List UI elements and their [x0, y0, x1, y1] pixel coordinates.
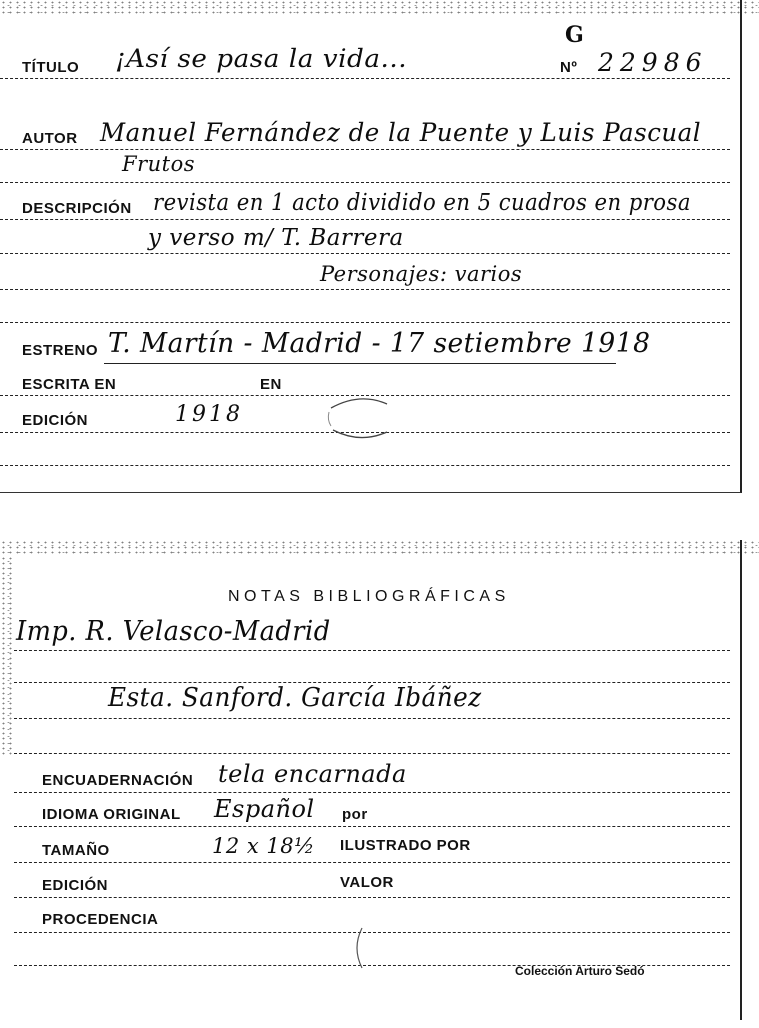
- dotted-rule: [0, 219, 730, 220]
- value-encuadernacion: tela encarnada: [218, 760, 407, 788]
- value-descripcion-line2: y verso m/ T. Barrera: [148, 225, 404, 251]
- dotted-rule: [0, 253, 730, 254]
- catalog-card-bottom: [0, 540, 742, 1020]
- value-titulo: ¡Así se pasa la vida...: [115, 44, 408, 73]
- label-autor: AUTOR: [22, 130, 78, 147]
- dotted-rule: [14, 862, 730, 863]
- label-tamano: TAMAÑO: [42, 842, 110, 859]
- underline: [104, 363, 616, 364]
- dotted-rule: [0, 182, 730, 183]
- dotted-rule: [0, 78, 730, 79]
- label-numero: Nº: [560, 59, 578, 76]
- punch-hole-mark: [348, 926, 368, 970]
- note-line-1: Imp. R. Velasco-Madrid: [16, 616, 331, 647]
- value-descripcion-line1: revista en 1 acto dividido en 5 cuadros en prosa: [153, 190, 691, 216]
- punch-hole-mark: [325, 390, 395, 446]
- label-descripcion: DESCRIPCIÓN: [22, 200, 132, 217]
- dotted-rule: [14, 650, 730, 651]
- dotted-rule: [0, 465, 730, 466]
- value-idioma-original: Español: [214, 795, 315, 823]
- dotted-rule: [14, 932, 730, 933]
- label-valor: VALOR: [340, 874, 394, 891]
- value-autor-line1: Manuel Fernández de la Puente y Luis Pascual: [100, 118, 702, 147]
- value-estreno: T. Martín - Madrid - 17 setiembre 1918: [108, 328, 651, 359]
- label-por: por: [342, 806, 368, 823]
- card-edge-speckle: [0, 0, 759, 16]
- catalog-card-top: [0, 0, 742, 493]
- label-procedencia: PROCEDENCIA: [42, 911, 159, 928]
- value-edicion: 1918: [175, 402, 243, 427]
- dotted-rule: [14, 826, 730, 827]
- dotted-rule: [0, 149, 730, 150]
- card-edge-speckle: [0, 556, 14, 756]
- notes-heading: NOTAS BIBLIOGRÁFICAS: [228, 588, 510, 605]
- value-descripcion-line3: Personajes: varios: [320, 262, 523, 286]
- dotted-rule: [14, 792, 730, 793]
- dotted-rule: [14, 897, 730, 898]
- dotted-rule: [0, 322, 730, 323]
- value-letter-mark: G: [565, 22, 585, 48]
- label-titulo: TÍTULO: [22, 59, 80, 76]
- label-ilustrado-por: ILUSTRADO POR: [340, 837, 471, 854]
- dotted-rule: [14, 718, 730, 719]
- value-autor-line2: Frutos: [122, 152, 195, 176]
- label-edicion: EDICIÓN: [22, 412, 89, 429]
- label-escrita-en: ESCRITA EN: [22, 376, 117, 393]
- dotted-rule: [0, 289, 730, 290]
- card-edge-speckle: [0, 540, 759, 556]
- note-line-2: Esta. Sanford. García Ibáñez: [108, 683, 482, 713]
- dotted-rule: [14, 753, 730, 754]
- label-edicion: EDICIÓN: [42, 877, 109, 894]
- collection-credit: Colección Arturo Sedó: [515, 964, 645, 978]
- label-encuadernacion: ENCUADERNACIÓN: [42, 772, 194, 789]
- label-en: EN: [260, 376, 282, 393]
- value-tamano: 12 x 18½: [212, 834, 315, 858]
- value-numero: 22986: [598, 48, 708, 77]
- label-idioma-original: IDIOMA ORIGINAL: [42, 806, 181, 823]
- label-estreno: ESTRENO: [22, 342, 99, 359]
